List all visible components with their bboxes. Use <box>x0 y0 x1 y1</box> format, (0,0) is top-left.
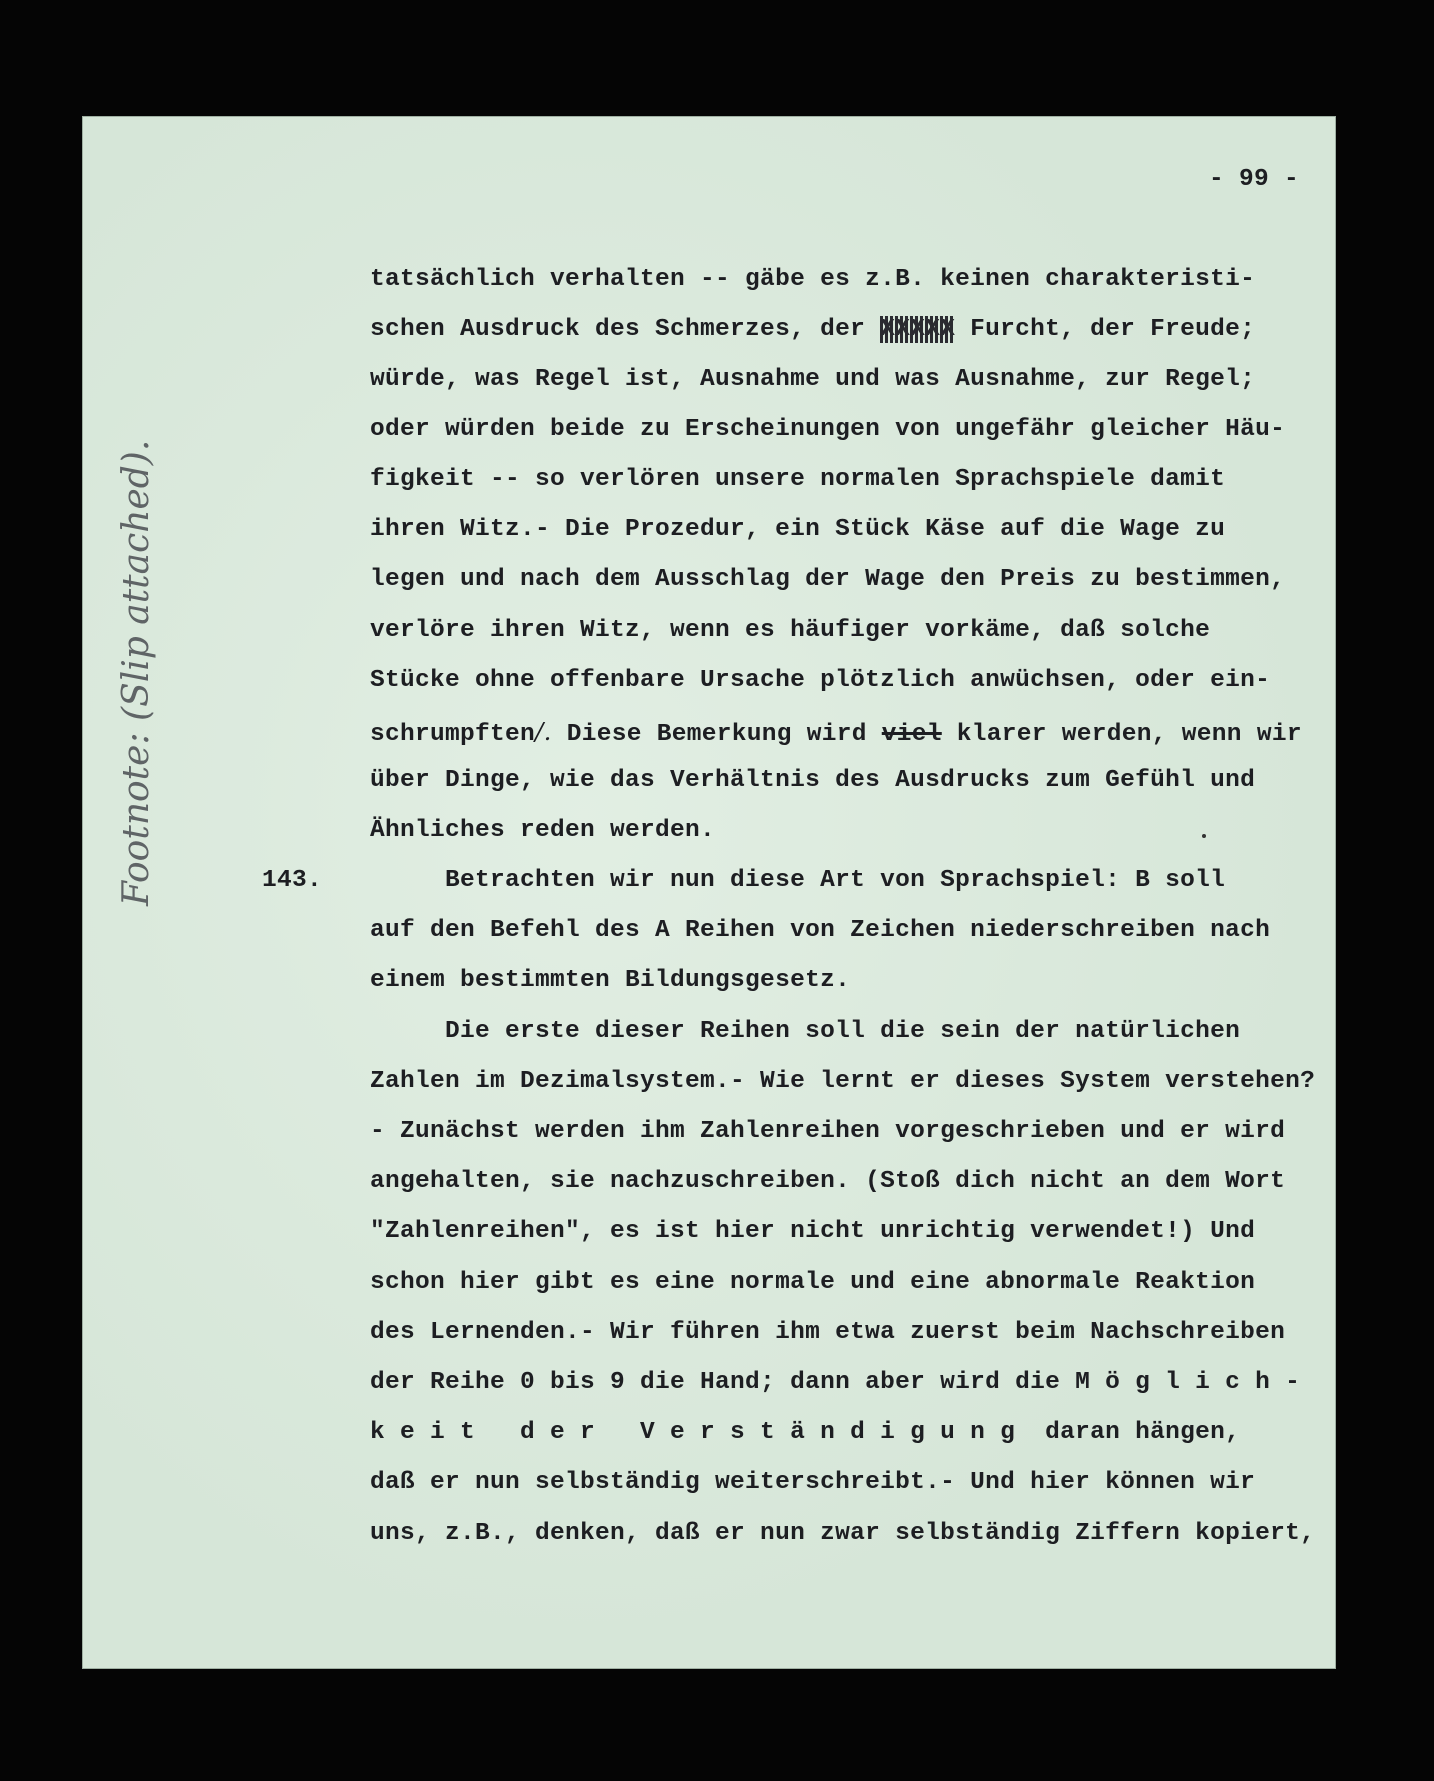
text-line <box>370 717 1302 748</box>
text-line: daß er nun selbständig weiterschreibt.- Und hier können wir <box>370 1469 1256 1496</box>
typescript-page <box>82 116 1336 1669</box>
text-line-start: schrumpften <box>370 721 536 748</box>
text-line: uns, z.B., denken, daß er nun zwar selbständig Ziffern kopiert, <box>370 1520 1316 1547</box>
text-line: würde, was Regel ist, Ausnahme und was Ausnahme, zur Regel; <box>370 366 1256 393</box>
text-line <box>370 316 1255 343</box>
text-line: der Reihe 0 bis 9 die Hand; dann aber wird die M ö g l i c h - <box>370 1369 1301 1396</box>
text-line-middle: Diese Bemerkung wird <box>551 721 882 748</box>
text-line-end: Furcht, der Freude; <box>955 316 1256 343</box>
text-line-end: klarer werden, wenn wir <box>941 721 1302 748</box>
text-line: einem bestimmten Bildungsgesetz. <box>370 967 851 994</box>
text-line: Stücke ohne offenbare Ursache plötzlich anwüchsen, oder ein- <box>370 667 1271 694</box>
text-line: tatsächlich verhalten -- gäbe es z.B. keinen charakteristi- <box>370 266 1256 293</box>
handwritten-margin-note: Footnote: (Slip attached). <box>116 439 157 906</box>
text-line: legen und nach dem Ausschlag der Wage den Preis zu bestimmen, <box>370 566 1286 593</box>
text-line: über Dinge, wie das Verhältnis des Ausdrucks zum Gefühl und <box>370 767 1256 794</box>
text-line: angehalten, sie nachzuschreiben. (Stoß dich nicht an dem Wort <box>370 1168 1286 1195</box>
ink-dot <box>1202 834 1206 838</box>
text-line: ihren Witz.- Die Prozedur, ein Stück Käse auf die Wage zu <box>370 516 1226 543</box>
text-line: schon hier gibt es eine normale und eine abnormale Reaktion <box>370 1269 1256 1296</box>
text-line: oder würden beide zu Erscheinungen von ungefähr gleicher Häu- <box>370 416 1286 443</box>
text-line-start: schen Ausdruck des Schmerzes, der <box>370 316 881 343</box>
footnote-mark: /. <box>535 717 552 746</box>
text-line: Betrachten wir nun diese Art von Sprachspiel: B soll <box>370 867 1226 894</box>
text-line: figkeit -- so verlören unsere normalen Sprachspiele damit <box>370 466 1226 493</box>
text-line: verlöre ihren Witz, wenn es häufiger vorkäme, daß solche <box>370 617 1211 644</box>
struck-word: viel <box>881 721 942 748</box>
overtyped-word: XXXXX <box>880 316 956 343</box>
text-line: - Zunächst werden ihm Zahlenreihen vorgeschrieben und er wird <box>370 1118 1286 1145</box>
text-line: Die erste dieser Reihen soll die sein der natürlichen <box>370 1018 1241 1045</box>
text-line: des Lernenden.- Wir führen ihm etwa zuerst beim Nachschreiben <box>370 1319 1286 1346</box>
text-line: Zahlen im Dezimalsystem.- Wie lernt er dieses System verstehen? <box>370 1068 1316 1095</box>
text-line: k e i t d e r V e r s t ä n d i g u n g daran hängen, <box>370 1419 1241 1446</box>
text-line: auf den Befehl des A Reihen von Zeichen niederschreiben nach <box>370 917 1271 944</box>
section-number: 143. <box>262 867 323 894</box>
page-number: - 99 - <box>1209 166 1300 193</box>
text-line: Ähnliches reden werden. <box>370 817 716 844</box>
text-line: "Zahlenreihen", es ist hier nicht unrichtig verwendet!) Und <box>370 1218 1256 1245</box>
